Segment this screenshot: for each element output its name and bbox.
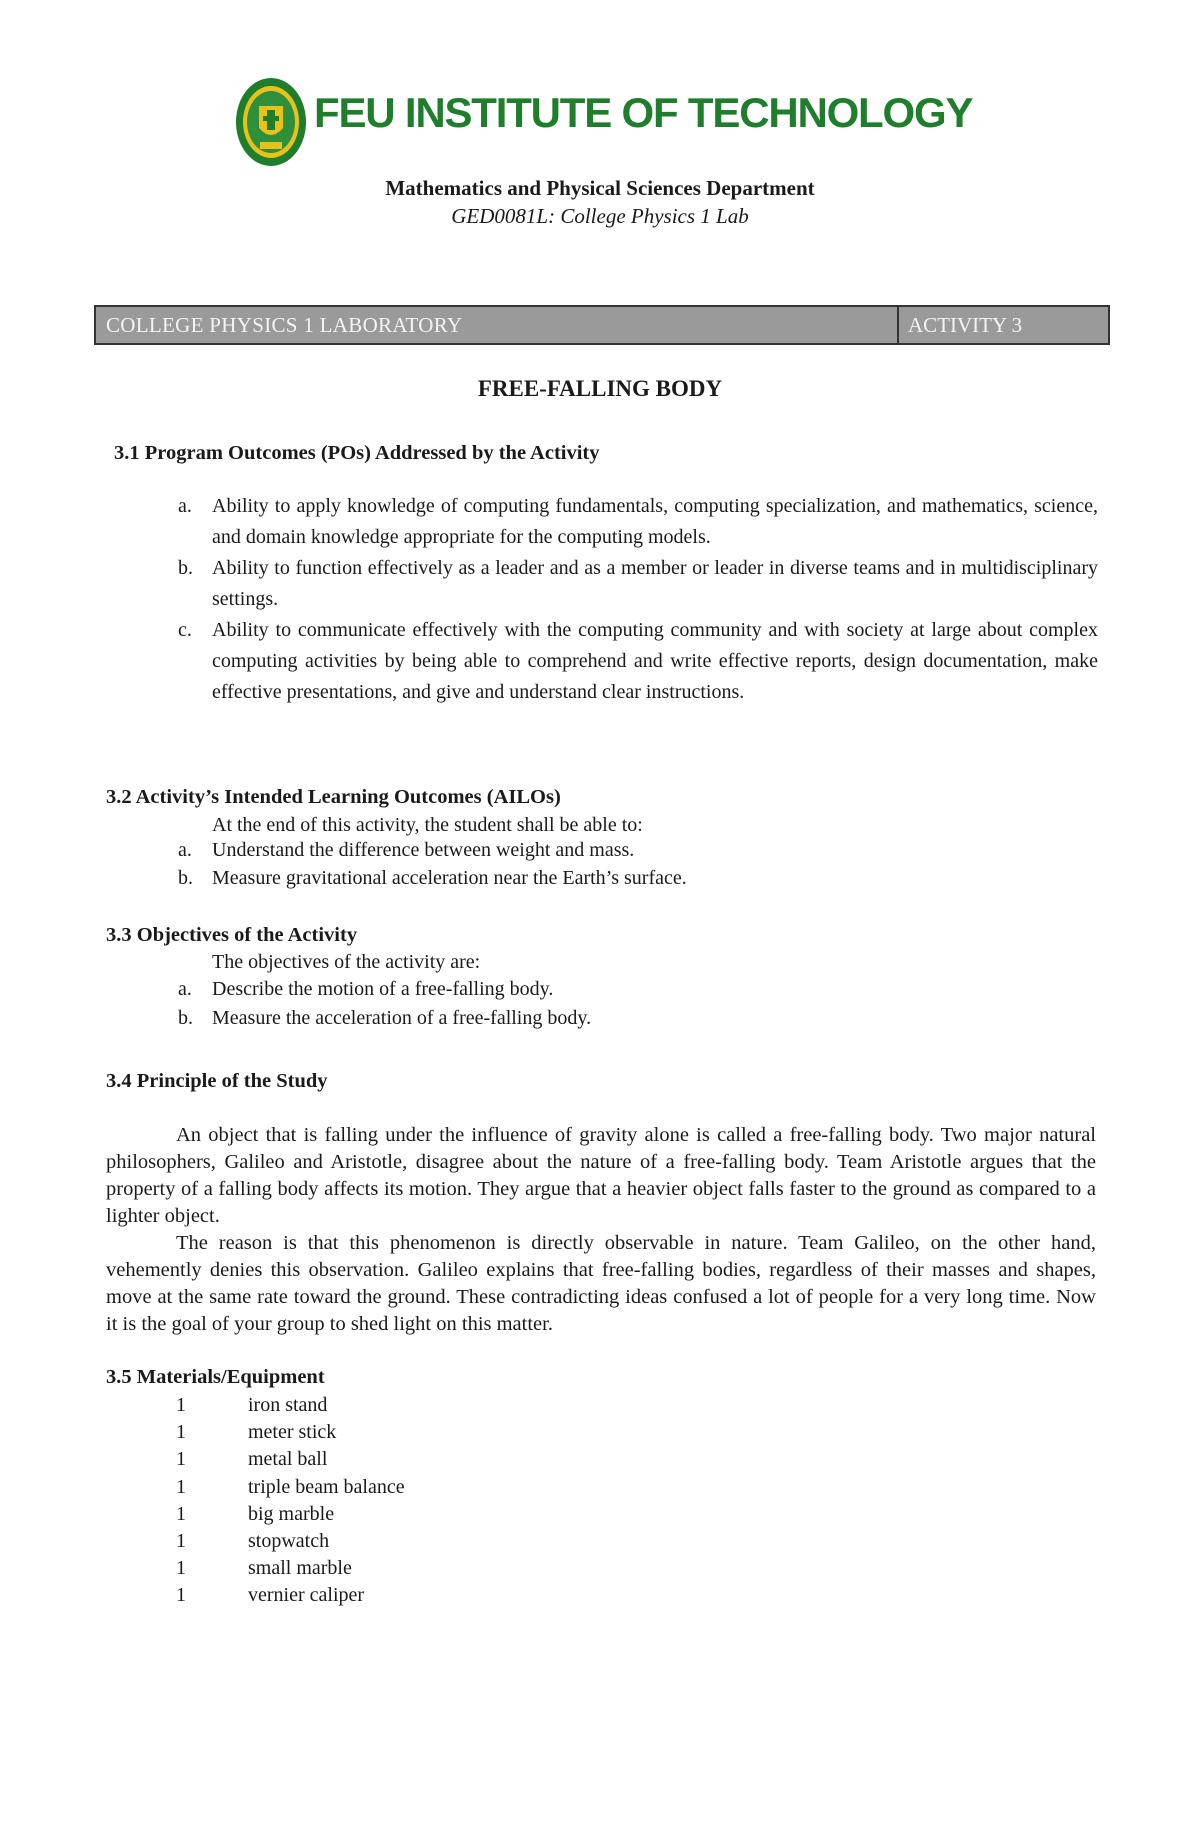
list-item-text: Ability to communicate effectively with the computing community and with society at large about complex computing activities by being able to comprehend and write effective reports, design documentation, make effective presentations, and give and understand clear instructions. bbox=[212, 619, 1098, 703]
learning-outcomes-intro: At the end of this activity, the student shall be able to: bbox=[212, 814, 643, 836]
material-qty: 1 bbox=[176, 1448, 186, 1471]
list-item bbox=[178, 553, 1098, 615]
list-marker: a. bbox=[178, 839, 192, 861]
material-qty: 1 bbox=[176, 1502, 186, 1525]
list-marker: b. bbox=[178, 557, 193, 579]
material-name: triple beam balance bbox=[248, 1475, 405, 1498]
paragraph: The reason is that this phenomenon is directly observable in nature. Team Galileo, on the other hand, vehemently denies this observation. Galileo explains that free-falling bodies, regardless of their masses and shapes, move at the same rate toward the ground. These contradicting ideas confused a lot of people for a very long time. Now it is the goal of your group to shed light on this matter. bbox=[106, 1232, 1096, 1335]
document-header bbox=[0, 72, 1200, 172]
objectives-intro: The objectives of the activity are: bbox=[212, 951, 481, 973]
material-name: meter stick bbox=[248, 1421, 337, 1444]
course-name: GED0081L: College Physics 1 Lab bbox=[451, 204, 749, 228]
material-name: small marble bbox=[248, 1557, 352, 1580]
lab-title-cell: COLLEGE PHYSICS 1 LABORATORY bbox=[96, 307, 899, 343]
section-heading-learning-outcomes: 3.2 Activity’s Intended Learning Outcomes (AILOs) bbox=[106, 786, 561, 808]
list-marker: a. bbox=[178, 495, 192, 517]
institution-name: FEU INSTITUTE OF TECHNOLOGY bbox=[314, 89, 973, 136]
list-item bbox=[178, 491, 1098, 553]
list-item-text: Ability to function effectively as a leader and as a member or leader in diverse teams and in multidisciplinary settings. bbox=[212, 557, 1098, 610]
material-qty: 1 bbox=[176, 1421, 186, 1444]
program-outcomes-list bbox=[178, 491, 1098, 708]
list-item bbox=[178, 975, 1098, 1004]
section-heading-objectives: 3.3 Objectives of the Activity bbox=[106, 924, 358, 946]
material-qty: 1 bbox=[176, 1584, 186, 1607]
list-item-text: Measure the acceleration of a free-falling body. bbox=[212, 1007, 592, 1029]
department-name: Mathematics and Physical Sciences Department bbox=[385, 176, 815, 200]
list-item-text: Measure gravitational acceleration near the Earth’s surface. bbox=[212, 867, 687, 889]
section-heading-materials: 3.5 Materials/Equipment bbox=[106, 1366, 325, 1388]
list-item bbox=[178, 1004, 1098, 1033]
activity-title-bar bbox=[94, 305, 1110, 345]
material-name: iron stand bbox=[248, 1394, 328, 1416]
material-name: stopwatch bbox=[248, 1529, 330, 1552]
material-name: big marble bbox=[248, 1502, 335, 1525]
material-qty: 1 bbox=[176, 1529, 186, 1552]
section-heading-program-outcomes: 3.1 Program Outcomes (POs) Addressed by the Activity bbox=[114, 442, 600, 464]
material-name: vernier caliper bbox=[248, 1584, 365, 1607]
list-marker: b. bbox=[178, 867, 193, 889]
material-name: metal ball bbox=[248, 1448, 328, 1471]
objectives-list bbox=[178, 975, 1098, 1033]
list-item-text: Ability to apply knowledge of computing fundamentals, computing specialization, and mathematics, science, and domain knowledge appropriate for the computing models. bbox=[212, 495, 1098, 548]
list-item bbox=[178, 836, 1098, 864]
activity-number-cell: ACTIVITY 3 bbox=[908, 313, 1023, 337]
feu-seal-icon bbox=[234, 76, 308, 168]
material-qty: 1 bbox=[176, 1394, 186, 1416]
list-item bbox=[178, 615, 1098, 708]
page-title: FREE-FALLING BODY bbox=[477, 376, 723, 401]
list-item bbox=[178, 864, 1098, 892]
list-item-text: Describe the motion of a free-falling body. bbox=[212, 978, 554, 1000]
list-marker: c. bbox=[178, 619, 192, 641]
principle-paragraphs bbox=[106, 1122, 1096, 1338]
section-heading-principle: 3.4 Principle of the Study bbox=[106, 1070, 328, 1092]
material-qty: 1 bbox=[176, 1475, 186, 1498]
material-qty: 1 bbox=[176, 1557, 186, 1580]
list-marker: b. bbox=[178, 1007, 193, 1029]
paragraph: An object that is falling under the influence of gravity alone is called a free-falling body. Two major natural philosophers, Galileo and Aristotle, disagree about the nature of a free-falling body. Team Aristotle argues that the property of a falling body affects its motion. They argue that a heavier object falls faster to the ground as compared to a lighter object. bbox=[106, 1124, 1096, 1227]
list-item-text: Understand the difference between weight and mass. bbox=[212, 839, 635, 861]
learning-outcomes-list bbox=[178, 836, 1098, 892]
list-marker: a. bbox=[178, 978, 192, 1000]
